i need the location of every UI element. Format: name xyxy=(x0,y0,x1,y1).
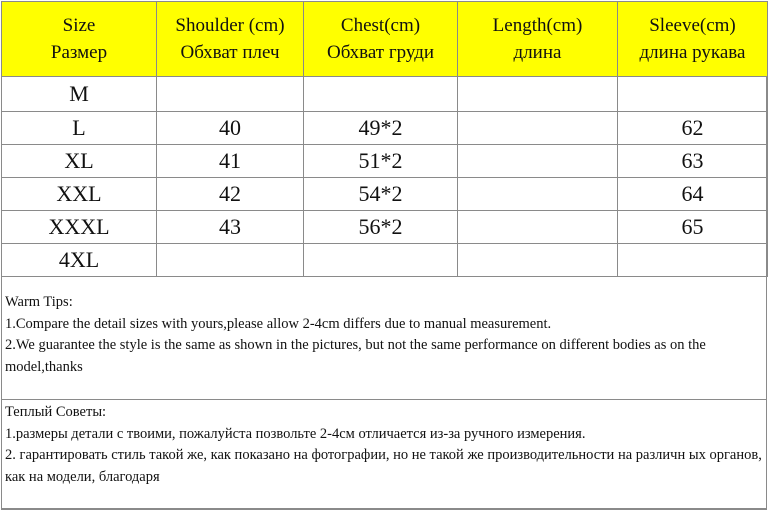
tips-en-line1: 1.Compare the detail sizes with yours,please allow 2-4cm differs due to manual measurement. xyxy=(5,315,552,332)
cell-size: XL xyxy=(2,145,157,178)
cell-length xyxy=(458,77,618,112)
cell-chest xyxy=(304,77,458,112)
header-sleeve-en: Sleeve(cm) xyxy=(649,15,736,36)
cell-shoulder: 42 xyxy=(157,178,304,211)
cell-chest: 54*2 xyxy=(304,178,458,211)
size-chart-body xyxy=(2,77,768,277)
header-sleeve xyxy=(618,2,768,77)
header-sleeve-ru: длина рукава xyxy=(639,42,746,63)
table-row xyxy=(2,145,768,178)
tips-ru-line2: 2. гарантировать стиль такой же, как показано на фотографии, но не такой же производительности на различн ых органов, как на модели, благодаря xyxy=(5,447,762,485)
size-chart-header xyxy=(2,2,768,77)
cell-length xyxy=(458,244,618,277)
header-length-ru: длина xyxy=(513,42,562,63)
cell-size: 4XL xyxy=(2,244,157,277)
cell-length xyxy=(458,178,618,211)
header-row xyxy=(2,2,768,77)
cell-chest: 49*2 xyxy=(304,112,458,145)
header-size xyxy=(2,2,157,77)
table-row xyxy=(2,77,768,112)
cell-sleeve: 64 xyxy=(618,178,768,211)
tips-en-title: Warm Tips: xyxy=(5,294,73,310)
cell-shoulder: 40 xyxy=(157,112,304,145)
cell-sleeve: 62 xyxy=(618,112,768,145)
cell-length xyxy=(458,112,618,145)
header-size-ru: Размер xyxy=(50,42,108,63)
cell-sleeve xyxy=(618,244,768,277)
tips-ru-line1: 1.размеры детали с твоими, пожалуйста позвольте 2-4см отличается из-за ручного измерения. xyxy=(5,425,586,442)
tips-ru-title: Теплый Советы: xyxy=(5,404,107,420)
cell-size: XXL xyxy=(2,178,157,211)
cell-shoulder xyxy=(157,244,304,277)
header-chest-en: Chest(cm) xyxy=(340,15,421,36)
header-chest xyxy=(304,2,458,77)
size-chart-table xyxy=(1,1,768,277)
cell-size: M xyxy=(2,77,157,112)
table-row xyxy=(2,112,768,145)
cell-length xyxy=(458,211,618,244)
header-size-en: Size xyxy=(62,15,96,36)
cell-size: L xyxy=(2,112,157,145)
header-shoulder xyxy=(157,2,304,77)
header-shoulder-ru: Обхват плеч xyxy=(180,42,280,63)
header-chest-ru: Обхват груди xyxy=(326,42,435,63)
header-shoulder-en: Shoulder (cm) xyxy=(175,15,285,36)
table-row xyxy=(2,244,768,277)
cell-sleeve: 63 xyxy=(618,145,768,178)
cell-sleeve: 65 xyxy=(618,211,768,244)
cell-sleeve xyxy=(618,77,768,112)
warm-tips-english xyxy=(1,274,767,400)
cell-chest xyxy=(304,244,458,277)
cell-chest: 56*2 xyxy=(304,211,458,244)
cell-shoulder xyxy=(157,77,304,112)
cell-shoulder: 41 xyxy=(157,145,304,178)
cell-size: XXXL xyxy=(2,211,157,244)
warm-tips-russian xyxy=(1,400,767,510)
header-length xyxy=(458,2,618,77)
header-length-en: Length(cm) xyxy=(492,15,583,36)
cell-shoulder: 43 xyxy=(157,211,304,244)
table-row xyxy=(2,178,768,211)
cell-chest: 51*2 xyxy=(304,145,458,178)
table-row xyxy=(2,211,768,244)
tips-en-line2: 2.We guarantee the style is the same as shown in the pictures, but not the same performance on different bodies as on the model,thanks xyxy=(5,337,706,375)
cell-length xyxy=(458,145,618,178)
